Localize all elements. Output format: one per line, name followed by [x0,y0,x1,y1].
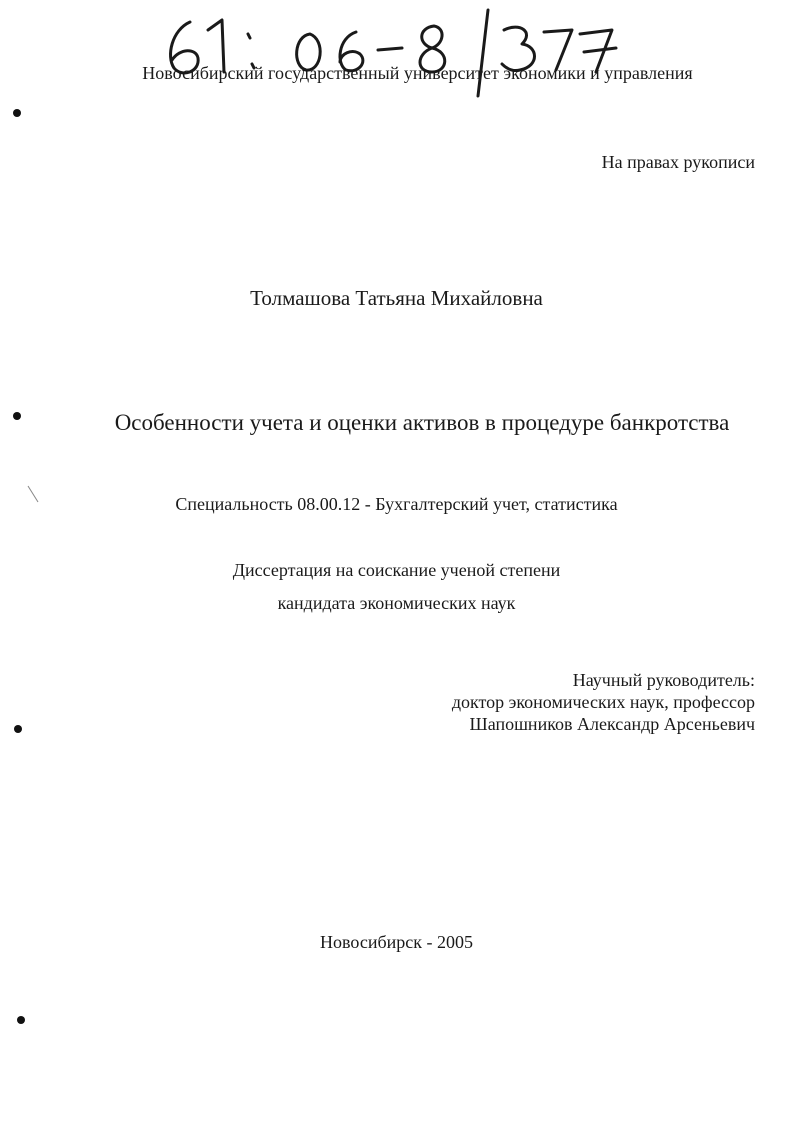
city-year: Новосибирск - 2005 [320,932,473,952]
scan-artifact-icon [26,484,40,504]
author-name: Толмашова Татьяна Михайловна [250,286,543,310]
manuscript-note: На правах рукописи [601,152,755,172]
degree-line-2: кандидата экономических наук [277,593,516,613]
specialty: Специальность 08.00.12 - Бухгалтерский учет, статистика [175,494,618,514]
punch-hole-icon [13,412,21,420]
supervisor-name: Шапошников Александр Арсеньевич [469,714,755,734]
punch-hole-icon [13,109,21,117]
university-name: Новосибирский государственный университет экономики и управления [142,63,693,83]
punch-hole-icon [17,1016,25,1024]
supervisor-degree: доктор экономических наук, профессор [451,692,755,712]
punch-hole-icon [14,725,22,733]
supervisor-label: Научный руководитель: [572,670,755,690]
dissertation-title: Особенности учета и оценки активов в процедуре банкротства [114,410,730,435]
handwritten-archive-number [160,8,630,98]
degree-line-1: Диссертация на соискание ученой степени [232,560,561,580]
